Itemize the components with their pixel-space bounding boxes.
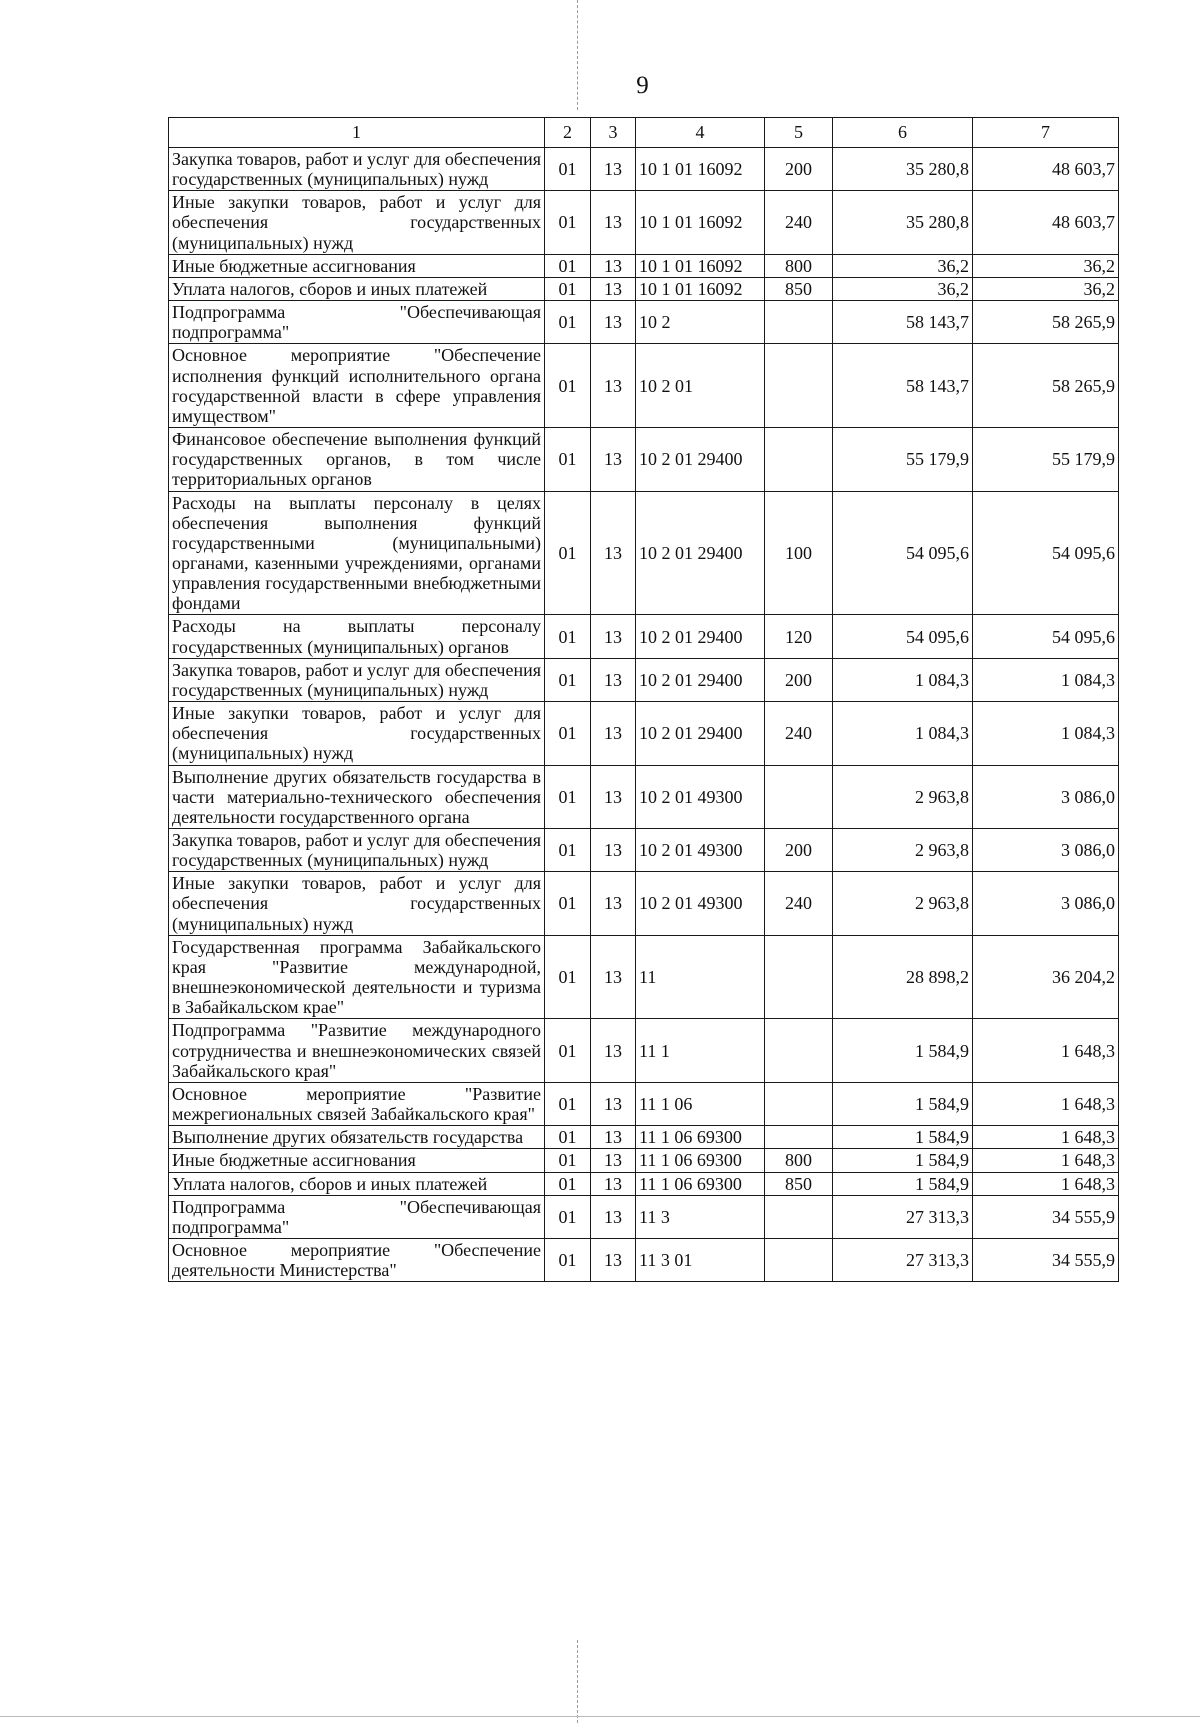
section-code-cell: 01: [545, 148, 591, 191]
amount-year2-cell: 54 095,6: [973, 491, 1119, 615]
table-row: [169, 872, 1119, 935]
section-code-cell: 01: [545, 1019, 591, 1082]
target-article-cell: 11 1: [636, 1019, 765, 1082]
expense-name-cell: Подпрограмма "Развитие международного сотрудничества и внешнеэкономических связей Забайкальского края": [169, 1019, 545, 1082]
amount-year1-cell: 1 584,9: [833, 1126, 973, 1149]
table-row: [169, 491, 1119, 615]
expense-name-cell: Закупка товаров, работ и услуг для обеспечения государственных (муниципальных) нужд: [169, 829, 545, 872]
section-code-cell: 01: [545, 702, 591, 765]
amount-year2-cell: 58 265,9: [973, 344, 1119, 428]
expense-type-cell: 200: [765, 658, 833, 701]
target-article-cell: 11 1 06 69300: [636, 1126, 765, 1149]
header-row: [169, 118, 1119, 148]
header-col-7: 7: [973, 118, 1119, 148]
table-row: [169, 1126, 1119, 1149]
subsection-code-cell: 13: [591, 301, 636, 344]
section-code-cell: 01: [545, 658, 591, 701]
amount-year2-cell: 1 648,3: [973, 1126, 1119, 1149]
target-article-cell: 10 2 01 29400: [636, 658, 765, 701]
budget-table: [168, 117, 1119, 1282]
expense-name-cell: Закупка товаров, работ и услуг для обеспечения государственных (муниципальных) нужд: [169, 148, 545, 191]
amount-year2-cell: 1 648,3: [973, 1082, 1119, 1125]
header-col-1: 1: [169, 118, 545, 148]
amount-year2-cell: 36,2: [973, 254, 1119, 277]
table-row: [169, 191, 1119, 254]
expense-name-cell: Иные закупки товаров, работ и услуг для обеспечения государственных (муниципальных) нужд: [169, 702, 545, 765]
amount-year2-cell: 3 086,0: [973, 765, 1119, 828]
expense-name-cell: Расходы на выплаты персоналу в целях обеспечения выполнения функций государственными (муниципальными) органами, казенными учреждениями, органами управления государственными внебюджетными фондами: [169, 491, 545, 615]
amount-year1-cell: 27 313,3: [833, 1238, 973, 1281]
section-code-cell: 01: [545, 1082, 591, 1125]
table-row: [169, 829, 1119, 872]
target-article-cell: 10 2: [636, 301, 765, 344]
table-row: [169, 1172, 1119, 1195]
amount-year1-cell: 54 095,6: [833, 615, 973, 658]
table-row: [169, 254, 1119, 277]
amount-year2-cell: 55 179,9: [973, 428, 1119, 491]
scan-bottom-edge: [0, 1716, 1200, 1717]
subsection-code-cell: 13: [591, 1238, 636, 1281]
amount-year2-cell: 3 086,0: [973, 872, 1119, 935]
subsection-code-cell: 13: [591, 872, 636, 935]
section-code-cell: 01: [545, 491, 591, 615]
amount-year1-cell: 1 084,3: [833, 702, 973, 765]
amount-year1-cell: 35 280,8: [833, 148, 973, 191]
table-row: [169, 1149, 1119, 1172]
expense-name-cell: Основное мероприятие "Обеспечение исполнения функций исполнительного органа государственной власти в сфере управления имуществом": [169, 344, 545, 428]
section-code-cell: 01: [545, 1126, 591, 1149]
target-article-cell: 10 2 01 49300: [636, 829, 765, 872]
target-article-cell: 11 1 06 69300: [636, 1149, 765, 1172]
target-article-cell: 10 2 01 49300: [636, 872, 765, 935]
table-row: [169, 1195, 1119, 1238]
expense-name-cell: Основное мероприятие "Обеспечение деятельности Министерства": [169, 1238, 545, 1281]
subsection-code-cell: 13: [591, 615, 636, 658]
expense-name-cell: Иные закупки товаров, работ и услуг для обеспечения государственных (муниципальных) нужд: [169, 872, 545, 935]
section-code-cell: 01: [545, 1195, 591, 1238]
section-code-cell: 01: [545, 829, 591, 872]
subsection-code-cell: 13: [591, 1172, 636, 1195]
expense-name-cell: Подпрограмма "Обеспечивающая подпрограмма": [169, 1195, 545, 1238]
subsection-code-cell: 13: [591, 1126, 636, 1149]
amount-year2-cell: 34 555,9: [973, 1238, 1119, 1281]
subsection-code-cell: 13: [591, 148, 636, 191]
target-article-cell: 10 2 01 49300: [636, 765, 765, 828]
section-code-cell: 01: [545, 1149, 591, 1172]
target-article-cell: 10 1 01 16092: [636, 148, 765, 191]
expense-name-cell: Уплата налогов, сборов и иных платежей: [169, 1172, 545, 1195]
table-row: [169, 702, 1119, 765]
target-article-cell: 11 1 06: [636, 1082, 765, 1125]
expense-type-cell: [765, 1195, 833, 1238]
target-article-cell: 11 3: [636, 1195, 765, 1238]
target-article-cell: 10 2 01 29400: [636, 428, 765, 491]
table-row: [169, 935, 1119, 1019]
expense-name-cell: Иные бюджетные ассигнования: [169, 1149, 545, 1172]
subsection-code-cell: 13: [591, 254, 636, 277]
expense-type-cell: 200: [765, 148, 833, 191]
expense-type-cell: [765, 1238, 833, 1281]
amount-year1-cell: 36,2: [833, 254, 973, 277]
expense-type-cell: 240: [765, 872, 833, 935]
table-row: [169, 301, 1119, 344]
expense-type-cell: [765, 935, 833, 1019]
subsection-code-cell: 13: [591, 344, 636, 428]
page-number: 9: [636, 72, 649, 99]
amount-year1-cell: 1 584,9: [833, 1019, 973, 1082]
subsection-code-cell: 13: [591, 428, 636, 491]
subsection-code-cell: 13: [591, 1149, 636, 1172]
expense-name-cell: Закупка товаров, работ и услуг для обеспечения государственных (муниципальных) нужд: [169, 658, 545, 701]
header-col-4: 4: [636, 118, 765, 148]
expense-type-cell: [765, 1019, 833, 1082]
amount-year2-cell: 48 603,7: [973, 148, 1119, 191]
amount-year1-cell: 58 143,7: [833, 344, 973, 428]
expense-type-cell: [765, 344, 833, 428]
header-col-6: 6: [833, 118, 973, 148]
amount-year2-cell: 58 265,9: [973, 301, 1119, 344]
amount-year1-cell: 2 963,8: [833, 765, 973, 828]
subsection-code-cell: 13: [591, 702, 636, 765]
amount-year1-cell: 58 143,7: [833, 301, 973, 344]
amount-year1-cell: 35 280,8: [833, 191, 973, 254]
target-article-cell: 10 2 01 29400: [636, 615, 765, 658]
amount-year2-cell: 3 086,0: [973, 829, 1119, 872]
expense-name-cell: Выполнение других обязательств государства: [169, 1126, 545, 1149]
expense-type-cell: 100: [765, 491, 833, 615]
expense-name-cell: Уплата налогов, сборов и иных платежей: [169, 277, 545, 300]
section-code-cell: 01: [545, 428, 591, 491]
table-row: [169, 344, 1119, 428]
target-article-cell: 10 1 01 16092: [636, 254, 765, 277]
section-code-cell: 01: [545, 277, 591, 300]
table-row: [169, 615, 1119, 658]
table-row: [169, 428, 1119, 491]
amount-year1-cell: 27 313,3: [833, 1195, 973, 1238]
subsection-code-cell: 13: [591, 1082, 636, 1125]
amount-year1-cell: 2 963,8: [833, 829, 973, 872]
scan-fold-line-bottom: [577, 1640, 578, 1723]
section-code-cell: 01: [545, 615, 591, 658]
subsection-code-cell: 13: [591, 277, 636, 300]
amount-year1-cell: 1 584,9: [833, 1082, 973, 1125]
expense-name-cell: Подпрограмма "Обеспечивающая подпрограмма": [169, 301, 545, 344]
expense-type-cell: [765, 765, 833, 828]
section-code-cell: 01: [545, 344, 591, 428]
table-row: [169, 1082, 1119, 1125]
section-code-cell: 01: [545, 765, 591, 828]
expense-name-cell: Иные бюджетные ассигнования: [169, 254, 545, 277]
target-article-cell: 11 3 01: [636, 1238, 765, 1281]
expense-type-cell: 800: [765, 1149, 833, 1172]
target-article-cell: 10 2 01 29400: [636, 702, 765, 765]
table-row: [169, 1019, 1119, 1082]
subsection-code-cell: 13: [591, 935, 636, 1019]
expense-type-cell: [765, 1126, 833, 1149]
amount-year2-cell: 1 084,3: [973, 658, 1119, 701]
header-col-3: 3: [591, 118, 636, 148]
amount-year2-cell: 36 204,2: [973, 935, 1119, 1019]
expense-name-cell: Расходы на выплаты персоналу государственных (муниципальных) органов: [169, 615, 545, 658]
target-article-cell: 10 1 01 16092: [636, 191, 765, 254]
section-code-cell: 01: [545, 301, 591, 344]
amount-year1-cell: 1 584,9: [833, 1172, 973, 1195]
expense-type-cell: [765, 428, 833, 491]
table-body: [169, 148, 1119, 1282]
amount-year1-cell: 1 584,9: [833, 1149, 973, 1172]
expense-type-cell: 240: [765, 191, 833, 254]
expense-type-cell: 240: [765, 702, 833, 765]
amount-year1-cell: 36,2: [833, 277, 973, 300]
expense-type-cell: 200: [765, 829, 833, 872]
section-code-cell: 01: [545, 935, 591, 1019]
table-row: [169, 277, 1119, 300]
section-code-cell: 01: [545, 1172, 591, 1195]
amount-year1-cell: 28 898,2: [833, 935, 973, 1019]
target-article-cell: 10 2 01 29400: [636, 491, 765, 615]
expense-name-cell: Иные закупки товаров, работ и услуг для обеспечения государственных (муниципальных) нужд: [169, 191, 545, 254]
target-article-cell: 10 2 01: [636, 344, 765, 428]
expense-name-cell: Выполнение других обязательств государства в части материально-технического обеспечения деятельности государственного органа: [169, 765, 545, 828]
section-code-cell: 01: [545, 191, 591, 254]
target-article-cell: 10 1 01 16092: [636, 277, 765, 300]
amount-year2-cell: 1 648,3: [973, 1019, 1119, 1082]
subsection-code-cell: 13: [591, 829, 636, 872]
subsection-code-cell: 13: [591, 1195, 636, 1238]
amount-year1-cell: 2 963,8: [833, 872, 973, 935]
budget-table-container: [168, 117, 1119, 1282]
amount-year2-cell: 1 648,3: [973, 1172, 1119, 1195]
amount-year2-cell: 36,2: [973, 277, 1119, 300]
table-row: [169, 765, 1119, 828]
expense-type-cell: 800: [765, 254, 833, 277]
table-row: [169, 658, 1119, 701]
amount-year1-cell: 55 179,9: [833, 428, 973, 491]
amount-year2-cell: 1 084,3: [973, 702, 1119, 765]
section-code-cell: 01: [545, 254, 591, 277]
amount-year1-cell: 54 095,6: [833, 491, 973, 615]
expense-type-cell: [765, 1082, 833, 1125]
expense-type-cell: 850: [765, 1172, 833, 1195]
target-article-cell: 11: [636, 935, 765, 1019]
expense-name-cell: Основное мероприятие "Развитие межрегиональных связей Забайкальского края": [169, 1082, 545, 1125]
target-article-cell: 11 1 06 69300: [636, 1172, 765, 1195]
amount-year2-cell: 34 555,9: [973, 1195, 1119, 1238]
expense-type-cell: [765, 301, 833, 344]
table-row: [169, 148, 1119, 191]
expense-name-cell: Государственная программа Забайкальского края "Развитие международной, внешнеэкономической деятельности и туризма в Забайкальском крае": [169, 935, 545, 1019]
header-col-5: 5: [765, 118, 833, 148]
amount-year2-cell: 1 648,3: [973, 1149, 1119, 1172]
subsection-code-cell: 13: [591, 765, 636, 828]
subsection-code-cell: 13: [591, 191, 636, 254]
expense-type-cell: 850: [765, 277, 833, 300]
subsection-code-cell: 13: [591, 1019, 636, 1082]
subsection-code-cell: 13: [591, 491, 636, 615]
section-code-cell: 01: [545, 872, 591, 935]
section-code-cell: 01: [545, 1238, 591, 1281]
expense-name-cell: Финансовое обеспечение выполнения функций государственных органов, в том числе территориальных органов: [169, 428, 545, 491]
amount-year2-cell: 48 603,7: [973, 191, 1119, 254]
table-row: [169, 1238, 1119, 1281]
subsection-code-cell: 13: [591, 658, 636, 701]
amount-year1-cell: 1 084,3: [833, 658, 973, 701]
expense-type-cell: 120: [765, 615, 833, 658]
table-header: [169, 118, 1119, 148]
amount-year2-cell: 54 095,6: [973, 615, 1119, 658]
header-col-2: 2: [545, 118, 591, 148]
